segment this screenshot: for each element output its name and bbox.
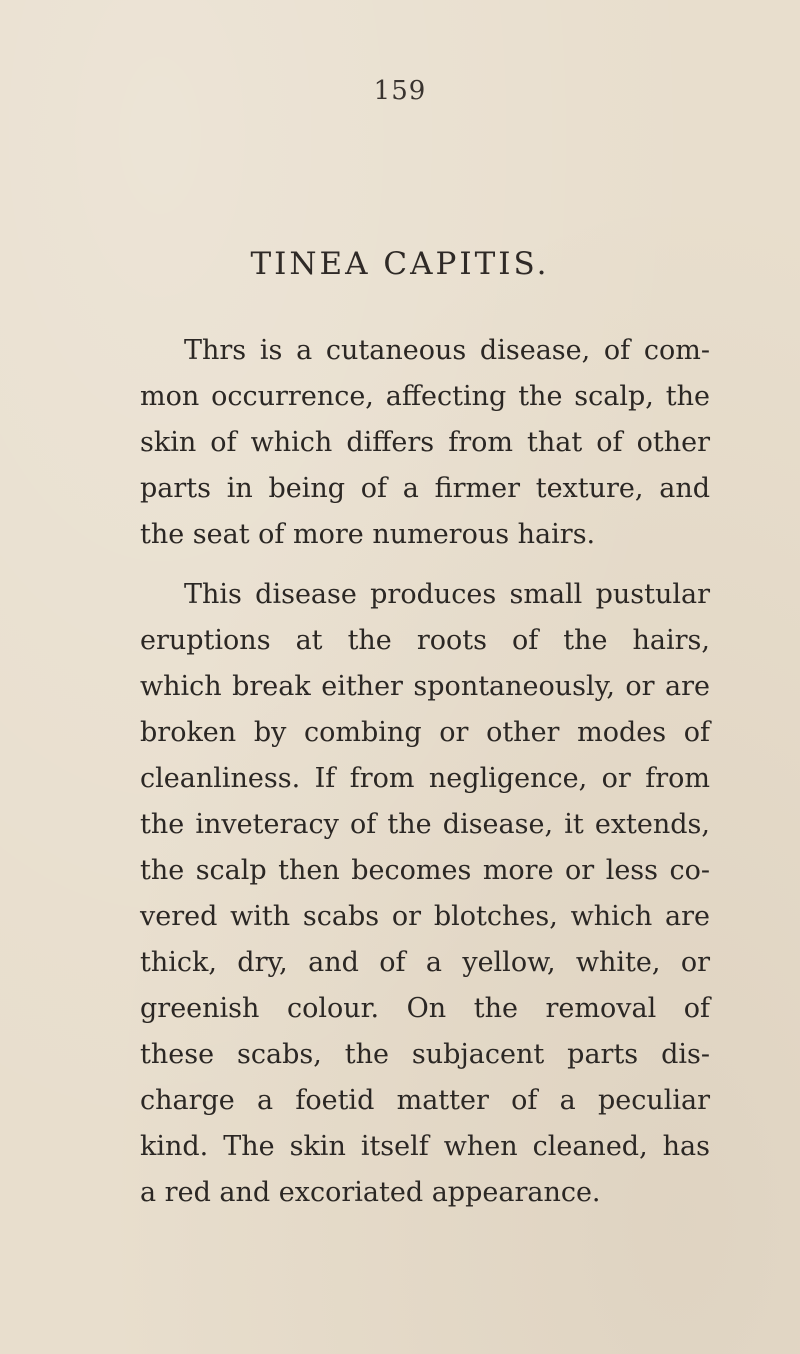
paragraph-line: thick, dry, and of a yellow, white, or <box>140 947 710 978</box>
paragraph-line: This disease produces small pustular <box>184 579 710 610</box>
paragraph-line: Thrs is a cutaneous disease, of com- <box>184 335 710 366</box>
chapter-title: TINEA CAPITIS. <box>250 246 550 282</box>
paragraph-line: skin of which differs from that of other <box>140 427 710 458</box>
paragraph-line: a red and excoriated appearance. <box>140 1177 601 1208</box>
paragraph-2 <box>140 572 710 1216</box>
paragraph-1 <box>140 328 710 558</box>
paragraph-line: kind. The skin itself when cleaned, has <box>140 1131 710 1162</box>
paragraph-line: cleanliness. If from negligence, or from <box>140 763 710 794</box>
paragraph-line: broken by combing or other modes of <box>140 717 710 748</box>
paragraph-line: greenish colour. On the removal of <box>140 993 710 1024</box>
paragraph-line: the inveteracy of the disease, it extends, <box>140 809 710 840</box>
paragraph-line: vered with scabs or blotches, which are <box>140 901 710 932</box>
paragraph-line: mon occurrence, affecting the scalp, the <box>140 381 710 412</box>
page-number: 159 <box>373 76 427 106</box>
paragraph-line: eruptions at the roots of the hairs, <box>140 625 710 656</box>
paragraph-line: these scabs, the subjacent parts dis- <box>140 1039 710 1070</box>
paragraph-line: charge a foetid matter of a peculiar <box>140 1085 710 1116</box>
paragraph-line: the scalp then becomes more or less co- <box>140 855 710 886</box>
paragraph-line: the seat of more numerous hairs. <box>140 519 596 550</box>
paragraph-line: which break either spontaneously, or are <box>140 671 710 702</box>
paragraph-line: parts in being of a firmer texture, and <box>140 473 710 504</box>
